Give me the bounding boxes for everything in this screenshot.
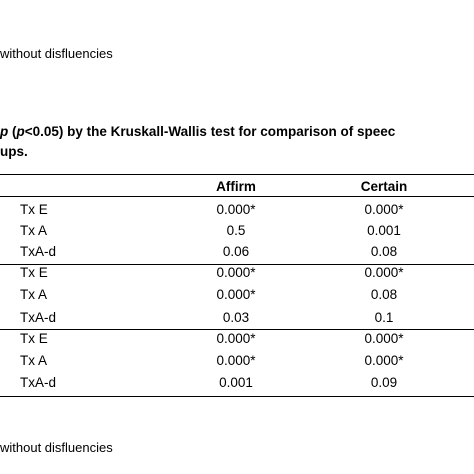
row-label: Tx A	[20, 287, 48, 302]
cell-affirm: 0.000*	[216, 265, 256, 280]
cell-certain: 0.001	[367, 223, 401, 238]
cell-affirm: 0.06	[222, 244, 250, 259]
row-label: Tx E	[20, 202, 48, 217]
cell-affirm: 0.000*	[216, 331, 256, 346]
cell-affirm: 0.001	[219, 375, 253, 390]
row-label: TxA-d	[20, 310, 57, 325]
cell-affirm: 0.03	[222, 310, 250, 325]
cell-certain: 0.000*	[364, 331, 404, 346]
cell-affirm: 0.000*	[216, 353, 256, 368]
note-bottom: without disfluencies	[0, 440, 113, 455]
table-caption-line-1	[0, 122, 474, 142]
cell-certain: 0.000*	[364, 353, 404, 368]
table-caption-line-2: ups.	[0, 144, 28, 159]
header-rule	[0, 196, 474, 197]
caption-paren: (	[8, 124, 17, 139]
row-label: Tx A	[20, 223, 48, 238]
header-affirm: Affirm	[216, 179, 256, 194]
row-label: TxA-d	[20, 375, 57, 390]
cell-certain: 0.000*	[364, 265, 404, 280]
cell-certain: 0.1	[374, 310, 394, 325]
note-top: without disfluencies	[0, 46, 113, 61]
table-bottom-rule	[0, 396, 474, 397]
cell-certain: 0.09	[370, 375, 398, 390]
cell-affirm: 0.000*	[216, 202, 256, 217]
row-label: Tx A	[20, 353, 48, 368]
cell-certain: 0.000*	[364, 202, 404, 217]
table-top-rule	[0, 174, 474, 175]
cell-affirm: 0.000*	[216, 287, 256, 302]
row-label: TxA-d	[20, 244, 57, 259]
group-divider	[0, 329, 474, 330]
caption-p: p	[0, 124, 9, 139]
caption-p-2: p	[16, 124, 25, 139]
row-label: Tx E	[20, 331, 48, 346]
cell-affirm: 0.5	[226, 223, 246, 238]
cell-certain: 0.08	[370, 244, 398, 259]
caption-rest: <0.05) by the Kruskall-Wallis test for comparison of speec	[24, 124, 396, 139]
header-certain: Certain	[360, 179, 408, 194]
cell-certain: 0.08	[370, 287, 398, 302]
row-label: Tx E	[20, 265, 48, 280]
